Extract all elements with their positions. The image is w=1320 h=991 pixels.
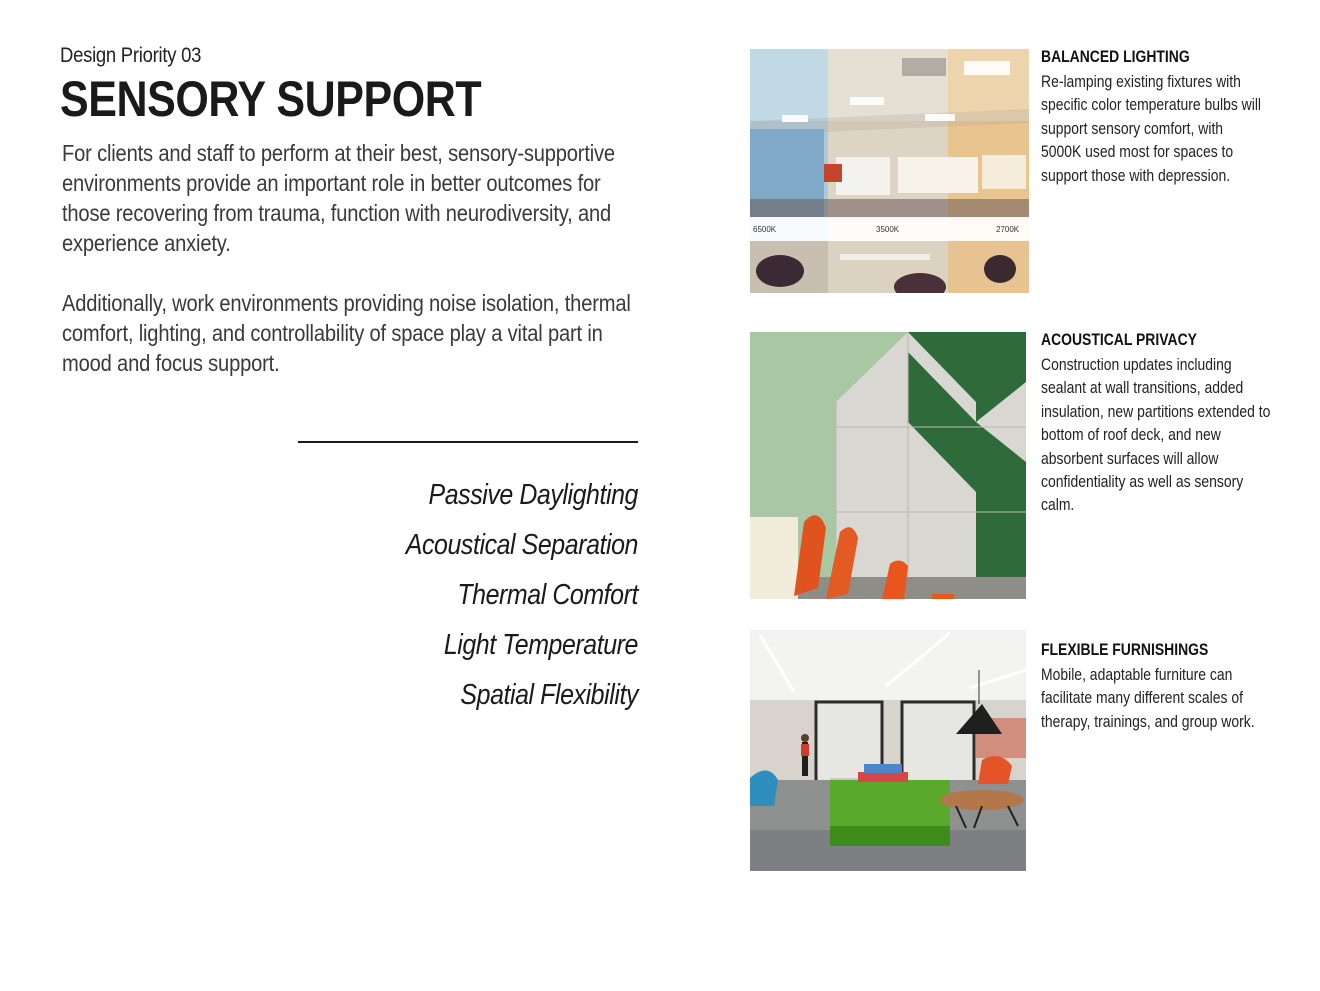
feature-item: Spatial Flexibility — [460, 679, 638, 711]
lighting-caption — [1041, 47, 1312, 187]
intro-paragraph: For clients and staff to perform at their best, sensory-supportive environments provide an important role in better outcomes for those recovering from trauma, function with neurodiversity, and experience anxiety. — [62, 140, 615, 256]
intro-text — [62, 138, 640, 378]
furnishings-photo — [750, 630, 1026, 871]
page-title: SENSORY SUPPORT — [60, 71, 482, 127]
kelvin-label-6500: 6500K — [753, 225, 777, 234]
intro-paragraph: Additionally, work environments providing noise isolation, thermal comfort, lighting, and controllability of space play a vital part in mood and focus support. — [62, 290, 631, 376]
furnishings-caption — [1041, 640, 1312, 733]
eyebrow: Design Priority 03 — [60, 44, 202, 67]
acoustic-wall-photo — [750, 332, 1026, 599]
section-heading: ACOUSTICAL PRIVACY — [1041, 330, 1197, 349]
feature-item: Passive Daylighting — [428, 479, 638, 511]
section-heading: BALANCED LIGHTING — [1041, 47, 1190, 66]
feature-item: Acoustical Separation — [405, 529, 638, 561]
section-heading: FLEXIBLE FURNISHINGS — [1041, 640, 1209, 659]
feature-list — [368, 470, 638, 720]
acoustic-caption — [1041, 330, 1312, 517]
feature-item: Thermal Comfort — [457, 579, 638, 611]
section-text: Construction updates including sealant at wall transitions, added insulation, new partitions extended to bottom of roof deck, and new absorbent surfaces will allow confidentiality as well as sensory calm. — [1041, 355, 1271, 515]
lighting-photo — [750, 49, 1029, 293]
section-text: Re-lamping existing fixtures with specific color temperature bulbs will support sensory comfort, with 5000K used most for spaces to support those with depression. — [1041, 72, 1262, 185]
feature-item: Light Temperature — [443, 629, 638, 661]
kelvin-label-2700: 2700K — [996, 225, 1020, 234]
kelvin-label-3500: 3500K — [876, 225, 900, 234]
section-text: Mobile, adaptable furniture can facilitate many different scales of therapy, trainings, and group work. — [1041, 665, 1255, 731]
divider — [298, 441, 638, 443]
